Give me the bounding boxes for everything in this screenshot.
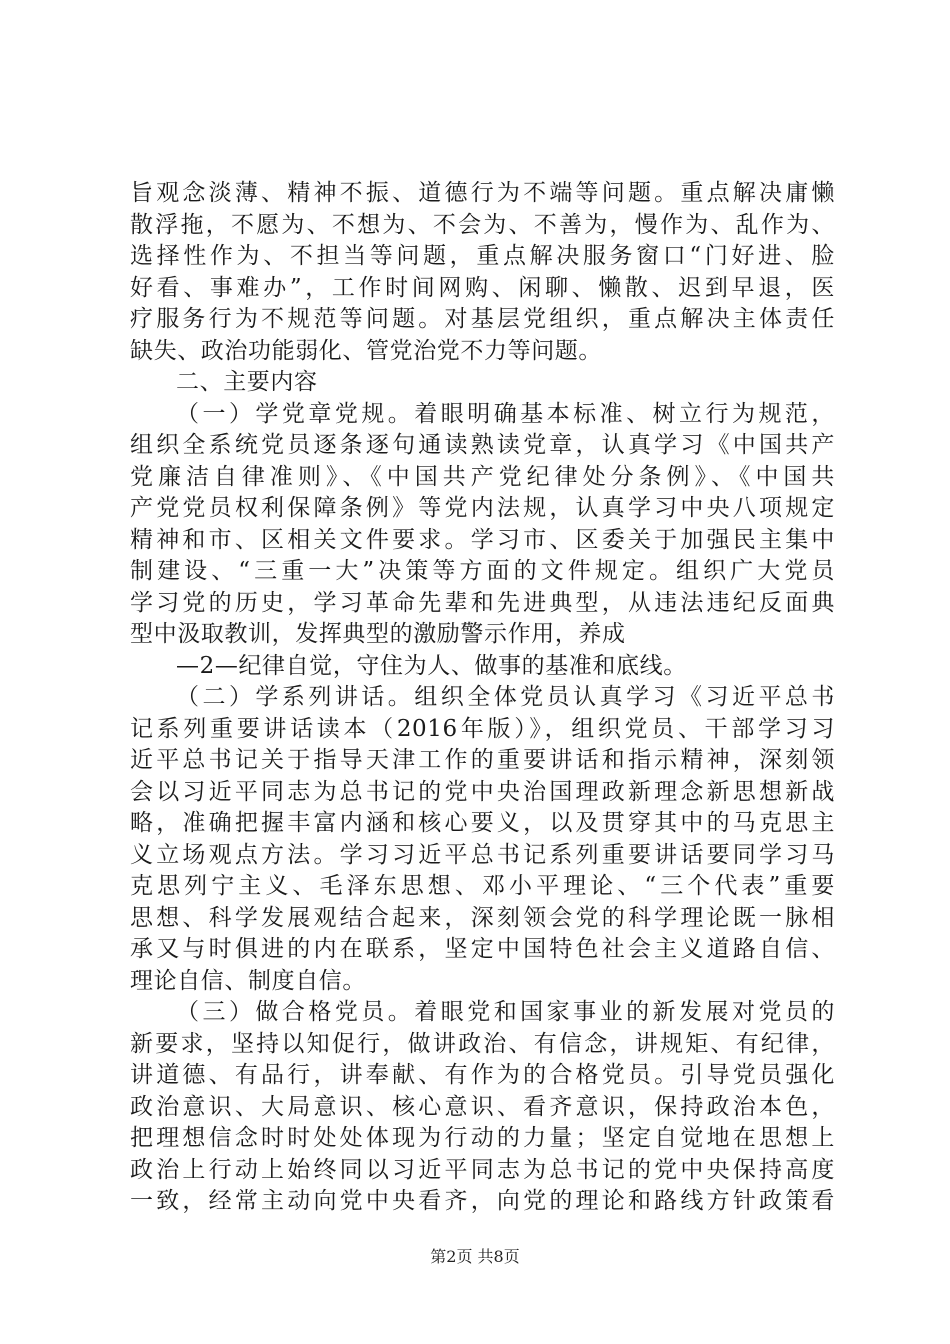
text-line: 好看、事难办”，工作时间网购、闲聊、懒散、迟到早退，医 — [130, 274, 835, 301]
text-line: —2—纪律自觉，守住为人、做事的基准和底线。 — [176, 652, 687, 679]
text-line: 型中汲取教训，发挥典型的激励警示作用，养成 — [130, 621, 626, 647]
text-line: 散浮拖，不愿为、不想为、不会为、不善为，慢作为、乱作为、 — [130, 211, 835, 238]
text-line: 二、主要内容 — [176, 369, 318, 395]
text-line: 缺失、政治功能弱化、管党治党不力等问题。 — [130, 337, 602, 364]
text-line: 旨观念淡薄、精神不振、道德行为不端等问题。重点解决庸懒 — [130, 180, 835, 206]
text-line: 近平总书记关于指导天津工作的重要讲话和指示精神，深刻领 — [130, 747, 835, 773]
text-line: （二）学系列讲话。组织全体党员认真学习《习近平总书 — [176, 684, 835, 710]
text-line: 会以习近平同志为总书记的党中央治国理政新理念新思想新战 — [130, 778, 835, 805]
text-line: 产党党员权利保障条例》等党内法规，认真学习中央八项规定 — [130, 495, 835, 521]
text-line: 新要求，坚持以知促行，做讲政治、有信念，讲规矩、有纪律， — [130, 1030, 835, 1057]
text-line: 选择性作为、不担当等问题，重点解决服务窗口“门好进、脸 — [130, 243, 835, 269]
text-line: 承又与时俱进的内在联系，坚定中国特色社会主义道路自信、 — [130, 936, 835, 962]
text-line: 讲道德、有品行，讲奉献、有作为的合格党员。引导党员强化 — [130, 1062, 835, 1088]
text-line: 政治意识、大局意识、核心意识、看齐意识，保持政治本色， — [130, 1093, 835, 1120]
text-line: 一致，经常主动向党中央看齐，向党的理论和路线方针政策看 — [130, 1188, 835, 1214]
text-line: 克思列宁主义、毛泽东思想、邓小平理论、“三个代表”重要 — [130, 873, 835, 899]
text-line: 理论自信、制度自信。 — [130, 967, 366, 994]
text-line: 组织全系统党员逐条逐句通读熟读党章，认真学习《中国共产 — [130, 432, 835, 458]
page-footer: 第2页 共8页 — [430, 1247, 520, 1266]
text-line: （一）学党章党规。着眼明确基本标准、树立行为规范， — [176, 400, 835, 427]
text-line: 略，准确把握丰富内涵和核心要义，以及贯穿其中的马克思主 — [130, 810, 835, 836]
text-line: 政治上行动上始终同以习近平同志为总书记的党中央保持高度 — [130, 1156, 835, 1183]
text-line: 思想、科学发展观结合起来，深刻领会党的科学理论既一脉相 — [130, 904, 835, 931]
text-line: 义立场观点方法。学习习近平总书记系列重要讲话要同学习马 — [130, 841, 835, 868]
text-line: 疗服务行为不规范等问题。对基层党组织，重点解决主体责任 — [130, 306, 835, 332]
text-line: 党廉洁自律准则》、《中国共产党纪律处分条例》、《中国共 — [130, 463, 835, 490]
text-line: （三）做合格党员。着眼党和国家事业的新发展对党员的 — [176, 999, 835, 1025]
text-line: 把理想信念时时处处体现为行动的力量；坚定自觉地在思想上 — [130, 1125, 835, 1151]
text-line: 制建设、“三重一大”决策等方面的文件规定。组织广大党员 — [130, 558, 835, 584]
text-line: 记系列重要讲话读本（2016年版）》，组织党员、干部学习习 — [130, 715, 835, 742]
text-line: 精神和市、区相关文件要求。学习市、区委关于加强民主集中 — [130, 526, 835, 553]
document-body — [130, 178, 835, 1218]
text-line: 学习党的历史，学习革命先辈和先进典型，从违法违纪反面典 — [130, 589, 835, 616]
